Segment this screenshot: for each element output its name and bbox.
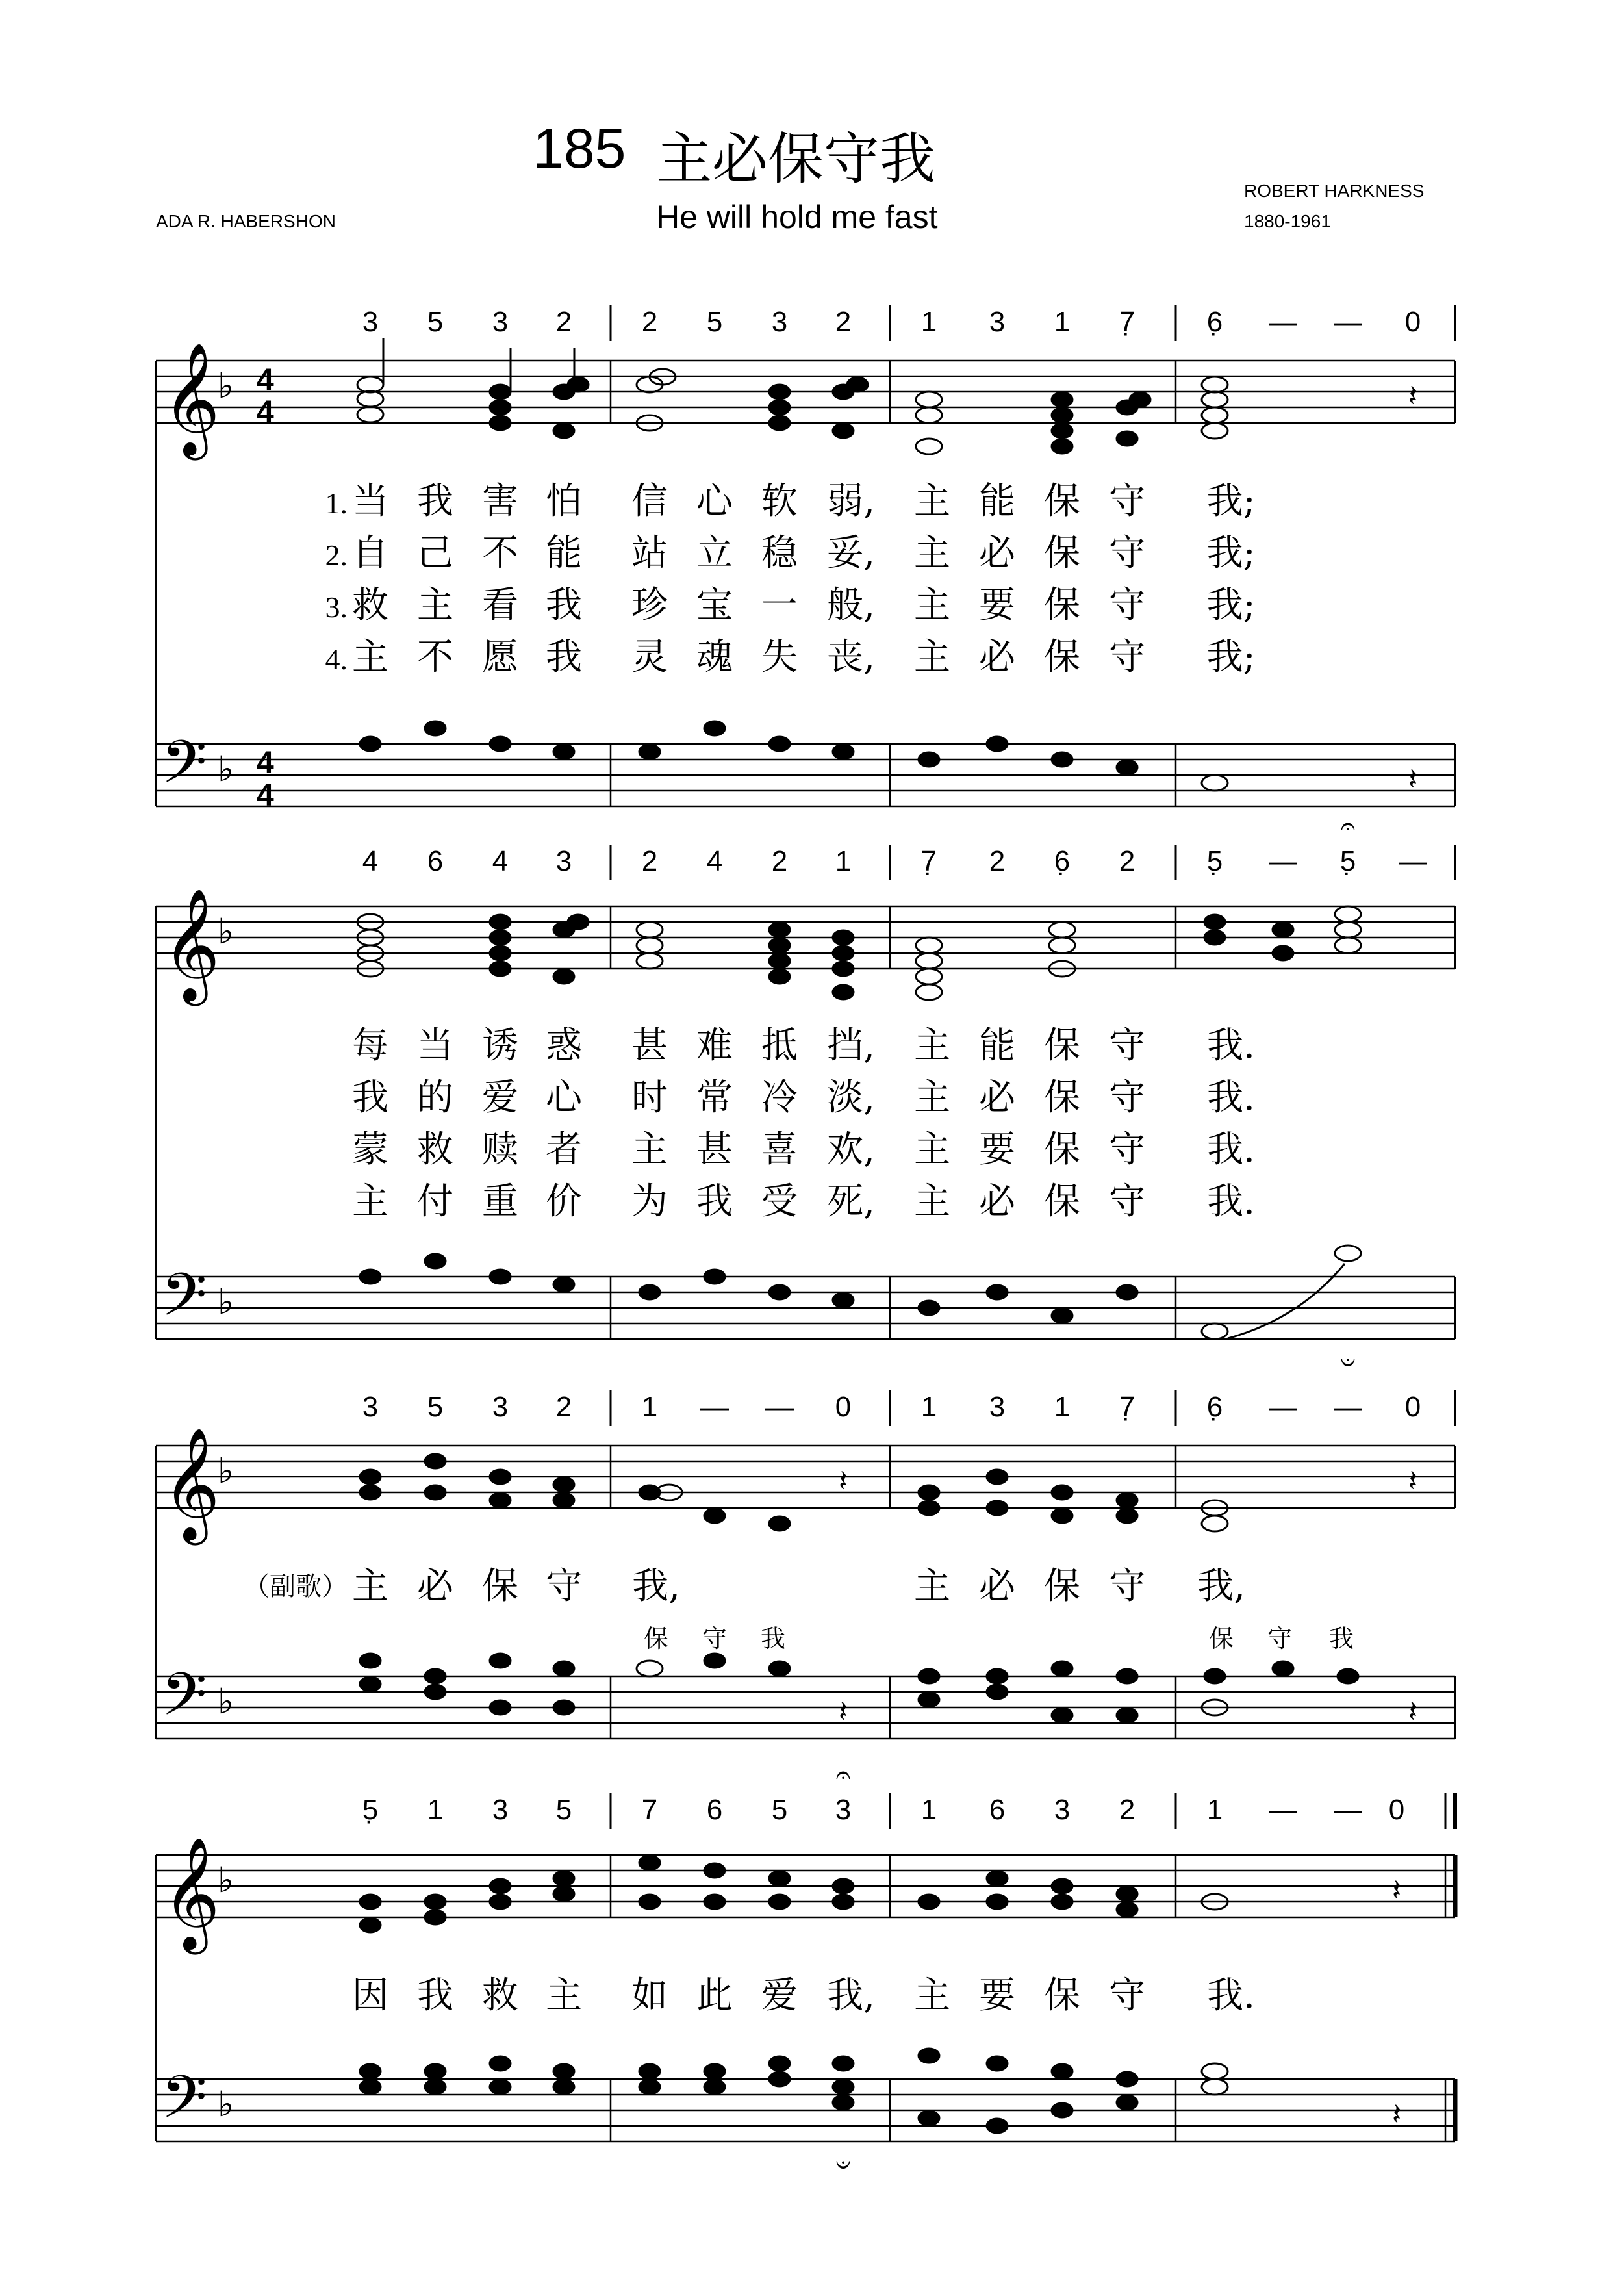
svg-text:重: 重	[482, 1181, 518, 1223]
treble-staff-4	[156, 1855, 1455, 1917]
fermata-icon: 𝄐	[1340, 811, 1356, 841]
svg-text:要: 要	[979, 1974, 1015, 2017]
hymn-number: 185	[533, 118, 626, 180]
system-2	[156, 811, 1455, 1377]
svg-text:0: 0	[1388, 1794, 1405, 1826]
svg-text:保: 保	[482, 1565, 518, 1607]
svg-text:立: 立	[696, 532, 733, 574]
svg-text:必: 必	[979, 1565, 1015, 1607]
lyrics-system-3	[244, 1565, 1354, 1653]
system-3	[156, 1390, 1455, 1743]
svg-text:魂: 魂	[696, 636, 733, 678]
svg-text:保: 保	[1044, 1974, 1080, 2017]
svg-text:淡,: 淡,	[827, 1077, 875, 1119]
svg-text:2: 2	[1119, 1794, 1136, 1826]
hymn-title-english: He will hold me fast	[656, 199, 938, 235]
svg-text:主: 主	[546, 1974, 582, 2017]
treble-notes-4	[360, 1856, 1228, 1932]
svg-text:2: 2	[641, 845, 658, 877]
jianpu-row-2	[362, 811, 1455, 880]
svg-text:主: 主	[914, 1129, 950, 1171]
jianpu-note: 0	[1404, 306, 1421, 338]
svg-text:喜: 喜	[761, 1129, 798, 1171]
jianpu-note: 7̣	[1119, 306, 1136, 338]
svg-text:受: 受	[761, 1181, 798, 1223]
jianpu-row-3	[362, 1390, 1455, 1426]
svg-text:当: 当	[417, 1025, 453, 1067]
svg-text:2: 2	[771, 845, 788, 877]
echo-lyric: 保	[1208, 1624, 1234, 1653]
svg-text:一: 一	[761, 584, 798, 626]
svg-text:必: 必	[979, 1181, 1015, 1223]
svg-text:保: 保	[1044, 1181, 1080, 1223]
jianpu-row-4	[362, 1760, 1455, 1829]
svg-text:冷: 冷	[761, 1077, 798, 1119]
jianpu-note: 3	[362, 306, 379, 338]
svg-text:守: 守	[1109, 480, 1145, 522]
echo-lyric: 保	[643, 1624, 669, 1653]
svg-text:诱: 诱	[482, 1025, 518, 1067]
jianpu-note: 3	[771, 306, 788, 338]
svg-text:甚: 甚	[631, 1025, 668, 1067]
svg-text:—: —	[765, 1391, 794, 1423]
svg-text:失: 失	[761, 636, 798, 678]
svg-text:主: 主	[352, 1181, 388, 1223]
jianpu-note: 1	[920, 306, 937, 338]
verse-line	[352, 1129, 1255, 1171]
svg-text:死,: 死,	[827, 1181, 875, 1223]
svg-text:此: 此	[696, 1974, 733, 2017]
svg-text:2: 2	[555, 1391, 572, 1423]
svg-text:能: 能	[546, 532, 582, 574]
chorus-label: （副歌）	[244, 1572, 348, 1602]
quarter-rest-icon: 𝄽	[838, 1463, 848, 1498]
svg-text:主: 主	[914, 1974, 950, 2017]
svg-text:主: 主	[914, 480, 950, 522]
svg-text:6: 6	[989, 1794, 1006, 1826]
flat-key-signature: ♭	[218, 748, 235, 789]
verse-line	[325, 636, 1256, 678]
svg-text:我;: 我;	[1206, 584, 1256, 626]
svg-text:欢,: 欢,	[827, 1129, 875, 1171]
svg-text:守: 守	[1109, 1181, 1145, 1223]
svg-text:主: 主	[914, 1025, 950, 1067]
svg-text:我,: 我,	[1197, 1565, 1245, 1607]
jianpu-note: 2	[555, 306, 572, 338]
lyrics-system-2	[352, 1025, 1255, 1223]
lyrics-system-4	[352, 1974, 1255, 2017]
verse-line	[352, 1181, 1255, 1223]
svg-text:不: 不	[482, 532, 518, 574]
bass-clef-icon: 𝄢	[161, 1660, 207, 1743]
svg-text:0: 0	[1404, 1391, 1421, 1423]
flat-key-signature: ♭	[218, 1281, 235, 1322]
svg-text:保: 保	[1044, 584, 1080, 626]
svg-text:2: 2	[1119, 845, 1136, 877]
flat-key-signature: ♭	[218, 1450, 235, 1491]
echo-lyric: 我	[760, 1624, 786, 1653]
svg-text:站: 站	[631, 532, 668, 574]
quarter-rest-icon: 𝄽	[1408, 761, 1418, 797]
svg-text:2: 2	[989, 845, 1006, 877]
verse-line	[325, 532, 1256, 574]
svg-text:保: 保	[1044, 1129, 1080, 1171]
svg-text:看: 看	[482, 584, 518, 626]
echo-lyric: 守	[702, 1624, 728, 1653]
time-sig-bottom: 4	[257, 395, 274, 429]
svg-text:必: 必	[417, 1565, 453, 1607]
svg-text:救: 救	[417, 1129, 453, 1171]
svg-text:保: 保	[1044, 1565, 1080, 1607]
flat-key-signature: ♭	[218, 1681, 235, 1722]
bass-staff-1	[156, 361, 1455, 806]
svg-text:1: 1	[835, 845, 852, 877]
svg-text:能: 能	[979, 480, 1015, 522]
svg-text:甚: 甚	[696, 1129, 733, 1171]
svg-text:—: —	[1334, 1794, 1362, 1826]
svg-text:保: 保	[1044, 636, 1080, 678]
hymn-title-chinese: 主必保守我	[656, 127, 935, 192]
svg-text:惑: 惑	[546, 1025, 582, 1067]
svg-text:主: 主	[631, 1129, 668, 1171]
svg-text:爱: 爱	[761, 1974, 798, 2017]
jianpu-note: 2	[835, 306, 852, 338]
svg-text:保: 保	[1044, 1025, 1080, 1067]
svg-text:6: 6	[706, 1794, 723, 1826]
svg-text:5: 5	[771, 1794, 788, 1826]
svg-text:我.: 我.	[1207, 1129, 1255, 1171]
svg-text:我.: 我.	[1207, 1077, 1255, 1119]
svg-text:7̣: 7̣	[920, 845, 937, 877]
svg-text:主: 主	[914, 1181, 950, 1223]
svg-text:守: 守	[1109, 1025, 1145, 1067]
svg-text:5̣: 5̣	[362, 1794, 379, 1826]
treble-staff-1	[156, 361, 1455, 423]
svg-text:守: 守	[1109, 1565, 1145, 1607]
svg-text:3: 3	[492, 1794, 509, 1826]
jianpu-note: 3	[989, 306, 1006, 338]
svg-text:蒙: 蒙	[352, 1129, 388, 1171]
svg-text:3: 3	[989, 1391, 1006, 1423]
svg-text:守: 守	[1109, 1129, 1145, 1171]
svg-text:主: 主	[352, 1565, 388, 1607]
jianpu-note: 2	[641, 306, 658, 338]
svg-text:软: 软	[761, 480, 798, 522]
treble-notes-1	[357, 338, 1228, 454]
svg-text:6̣: 6̣	[1054, 845, 1071, 877]
treble-clef-icon: 𝄞	[162, 1427, 220, 1540]
svg-text:般,: 般,	[827, 584, 875, 626]
svg-text:3: 3	[362, 1391, 379, 1423]
svg-text:要: 要	[979, 1129, 1015, 1171]
svg-text:赎: 赎	[482, 1129, 518, 1171]
svg-text:灵: 灵	[631, 636, 668, 678]
svg-text:1: 1	[427, 1794, 444, 1826]
svg-text:3: 3	[835, 1794, 852, 1826]
svg-text:稳: 稳	[761, 532, 798, 574]
svg-text:当: 当	[352, 480, 388, 522]
svg-text:珍: 珍	[631, 584, 668, 626]
bass-staff-2	[156, 906, 1455, 1339]
bass-clef-icon: 𝄢	[161, 2063, 207, 2146]
svg-text:因: 因	[352, 1974, 388, 2017]
svg-text:时: 时	[631, 1077, 668, 1119]
treble-clef-icon: 𝄞	[162, 342, 220, 455]
treble-clef-icon: 𝄞	[162, 1837, 220, 1950]
verse-line	[352, 1077, 1255, 1119]
svg-text:我;: 我;	[1206, 636, 1256, 678]
svg-text:5̣: 5̣	[1206, 845, 1223, 877]
svg-text:3: 3	[492, 1391, 509, 1423]
svg-text:愿: 愿	[482, 636, 518, 678]
svg-text:0: 0	[835, 1391, 852, 1423]
svg-text:怕: 怕	[546, 480, 582, 522]
bass-staff-4	[156, 1855, 1455, 2141]
svg-text:我,: 我,	[827, 1974, 875, 2017]
svg-text:5: 5	[555, 1794, 572, 1826]
system-1	[156, 305, 1455, 813]
svg-text:价: 价	[546, 1181, 582, 1223]
quarter-rest-icon: 𝄽	[838, 1694, 848, 1729]
verse-number: 4.	[325, 643, 348, 676]
verse-line	[325, 584, 1256, 626]
svg-text:常: 常	[696, 1077, 733, 1119]
flat-key-signature: ♭	[218, 365, 235, 406]
svg-text:保: 保	[1044, 480, 1080, 522]
bass-clef-icon: 𝄢	[161, 1260, 207, 1344]
bass-clef-icon: 𝄢	[161, 728, 207, 811]
jianpu-note: 1	[1054, 306, 1071, 338]
svg-text:守: 守	[1109, 532, 1145, 574]
svg-text:者: 者	[546, 1129, 582, 1171]
svg-text:我;: 我;	[1206, 480, 1256, 522]
verse-line	[325, 480, 1256, 522]
svg-text:6̣: 6̣	[1206, 1391, 1223, 1423]
svg-text:我;: 我;	[1206, 532, 1256, 574]
svg-text:我: 我	[696, 1181, 733, 1223]
svg-text:主: 主	[914, 636, 950, 678]
verse-number: 2.	[325, 539, 348, 572]
jianpu-note: 5	[427, 306, 444, 338]
svg-text:我: 我	[417, 1974, 453, 2017]
svg-text:付: 付	[417, 1181, 453, 1223]
svg-text:信: 信	[631, 480, 668, 522]
quarter-rest-icon: 𝄽	[1408, 378, 1418, 413]
svg-text:我.: 我.	[1207, 1181, 1255, 1223]
composer-years: 1880-1961	[1244, 211, 1331, 231]
svg-text:7̣: 7̣	[1119, 1391, 1136, 1423]
lyrics-system-1	[325, 480, 1256, 678]
svg-text:不: 不	[417, 636, 453, 678]
svg-text:要: 要	[979, 584, 1015, 626]
svg-text:的: 的	[417, 1077, 453, 1119]
svg-text:1: 1	[1054, 1391, 1071, 1423]
flat-key-signature: ♭	[218, 911, 235, 952]
svg-text:保: 保	[1044, 532, 1080, 574]
svg-text:我.: 我.	[1207, 1974, 1255, 2017]
svg-text:难: 难	[696, 1025, 733, 1067]
svg-text:—: —	[1334, 1391, 1362, 1423]
quarter-rest-icon: 𝄽	[1391, 1872, 1402, 1908]
svg-text:我: 我	[546, 584, 582, 626]
svg-text:1: 1	[920, 1794, 937, 1826]
jianpu-note: —	[1269, 306, 1297, 338]
flat-key-signature: ♭	[218, 2084, 235, 2125]
time-sig-top: 4	[257, 746, 274, 780]
svg-text:—: —	[1269, 1794, 1297, 1826]
svg-text:守: 守	[1109, 1974, 1145, 2017]
svg-text:守: 守	[1109, 584, 1145, 626]
svg-text:—: —	[700, 1391, 729, 1423]
time-sig-bottom: 4	[257, 778, 274, 813]
bass-staff-3	[156, 1446, 1455, 1739]
svg-text:守: 守	[1109, 1077, 1145, 1119]
svg-text:1: 1	[1206, 1794, 1223, 1826]
svg-text:必: 必	[979, 636, 1015, 678]
svg-text:7: 7	[641, 1794, 658, 1826]
svg-text:1: 1	[641, 1391, 658, 1423]
composer-credit: ROBERT HARKNESS	[1244, 181, 1425, 201]
svg-text:如: 如	[631, 1974, 668, 2017]
svg-text:1: 1	[920, 1391, 937, 1423]
svg-text:爱: 爱	[482, 1077, 518, 1119]
bass-notes-3	[360, 1654, 1358, 1722]
svg-text:我: 我	[352, 1077, 388, 1119]
time-sig-top: 4	[257, 363, 274, 398]
quarter-rest-icon: 𝄽	[1408, 1694, 1418, 1729]
quarter-rest-icon: 𝄽	[1391, 2097, 1402, 2132]
svg-text:4: 4	[492, 845, 509, 877]
svg-text:5̣: 5̣	[1339, 845, 1356, 877]
svg-text:主: 主	[352, 636, 388, 678]
svg-text:救: 救	[482, 1974, 518, 2017]
svg-text:3: 3	[555, 845, 572, 877]
fermata-icon: 𝄐	[835, 1760, 851, 1790]
svg-text:为: 为	[631, 1181, 668, 1223]
bass-notes-1	[360, 721, 1228, 791]
svg-text:心: 心	[546, 1077, 582, 1119]
jianpu-note: —	[1334, 306, 1362, 338]
svg-text:—: —	[1399, 845, 1427, 877]
svg-text:我: 我	[546, 636, 582, 678]
svg-text:挡,: 挡,	[827, 1025, 875, 1067]
verse-number: 3.	[325, 591, 348, 624]
svg-text:4: 4	[362, 845, 379, 877]
svg-text:弱,: 弱,	[827, 480, 875, 522]
svg-text:5: 5	[427, 1391, 444, 1423]
svg-text:我: 我	[417, 480, 453, 522]
svg-text:救: 救	[352, 584, 388, 626]
bass-notes-4	[360, 2049, 1228, 2133]
svg-text:保: 保	[1044, 1077, 1080, 1119]
svg-text:守: 守	[1109, 636, 1145, 678]
jianpu-note: 3	[492, 306, 509, 338]
jianpu-note: 5	[706, 306, 723, 338]
svg-text:4: 4	[706, 845, 723, 877]
lyricist-credit: ADA R. HABERSHON	[156, 211, 336, 231]
jianpu-row-1	[362, 305, 1455, 341]
fermata-icon: 𝄑	[835, 2150, 851, 2180]
svg-text:害: 害	[482, 480, 518, 522]
treble-staff-2	[156, 906, 1455, 969]
system-4	[156, 1760, 1455, 2180]
svg-text:—: —	[1269, 1391, 1297, 1423]
svg-text:宝: 宝	[696, 584, 733, 626]
svg-text:丧,: 丧,	[827, 636, 875, 678]
jianpu-note: 6̣	[1206, 306, 1223, 338]
svg-text:3: 3	[1054, 1794, 1071, 1826]
svg-text:—: —	[1269, 845, 1297, 877]
flat-key-signature: ♭	[218, 1859, 235, 1900]
svg-text:主: 主	[914, 1565, 950, 1607]
svg-text:每: 每	[352, 1025, 388, 1067]
verse-number: 1.	[325, 487, 348, 520]
svg-text:主: 主	[417, 584, 453, 626]
svg-text:能: 能	[979, 1025, 1015, 1067]
svg-text:必: 必	[979, 532, 1015, 574]
svg-text:心: 心	[696, 480, 733, 522]
svg-text:必: 必	[979, 1077, 1015, 1119]
svg-text:抵: 抵	[761, 1025, 798, 1067]
svg-text:主: 主	[914, 532, 950, 574]
svg-text:守: 守	[546, 1565, 582, 1607]
svg-text:自: 自	[352, 532, 388, 574]
verse-line	[352, 1025, 1255, 1067]
svg-text:主: 主	[914, 584, 950, 626]
echo-lyric: 我	[1328, 1624, 1354, 1653]
svg-text:妥,: 妥,	[827, 532, 875, 574]
echo-lyric: 守	[1267, 1624, 1293, 1653]
svg-text:主: 主	[914, 1077, 950, 1119]
svg-text:己: 己	[417, 532, 453, 574]
treble-clef-icon: 𝄞	[162, 888, 220, 1001]
svg-text:我.: 我.	[1207, 1025, 1255, 1067]
treble-staff-3	[156, 1446, 1455, 1508]
svg-text:我,: 我,	[632, 1565, 680, 1607]
quarter-rest-icon: 𝄽	[1408, 1463, 1418, 1498]
svg-text:6: 6	[427, 845, 444, 877]
fermata-icon: 𝄑	[1340, 1348, 1356, 1377]
